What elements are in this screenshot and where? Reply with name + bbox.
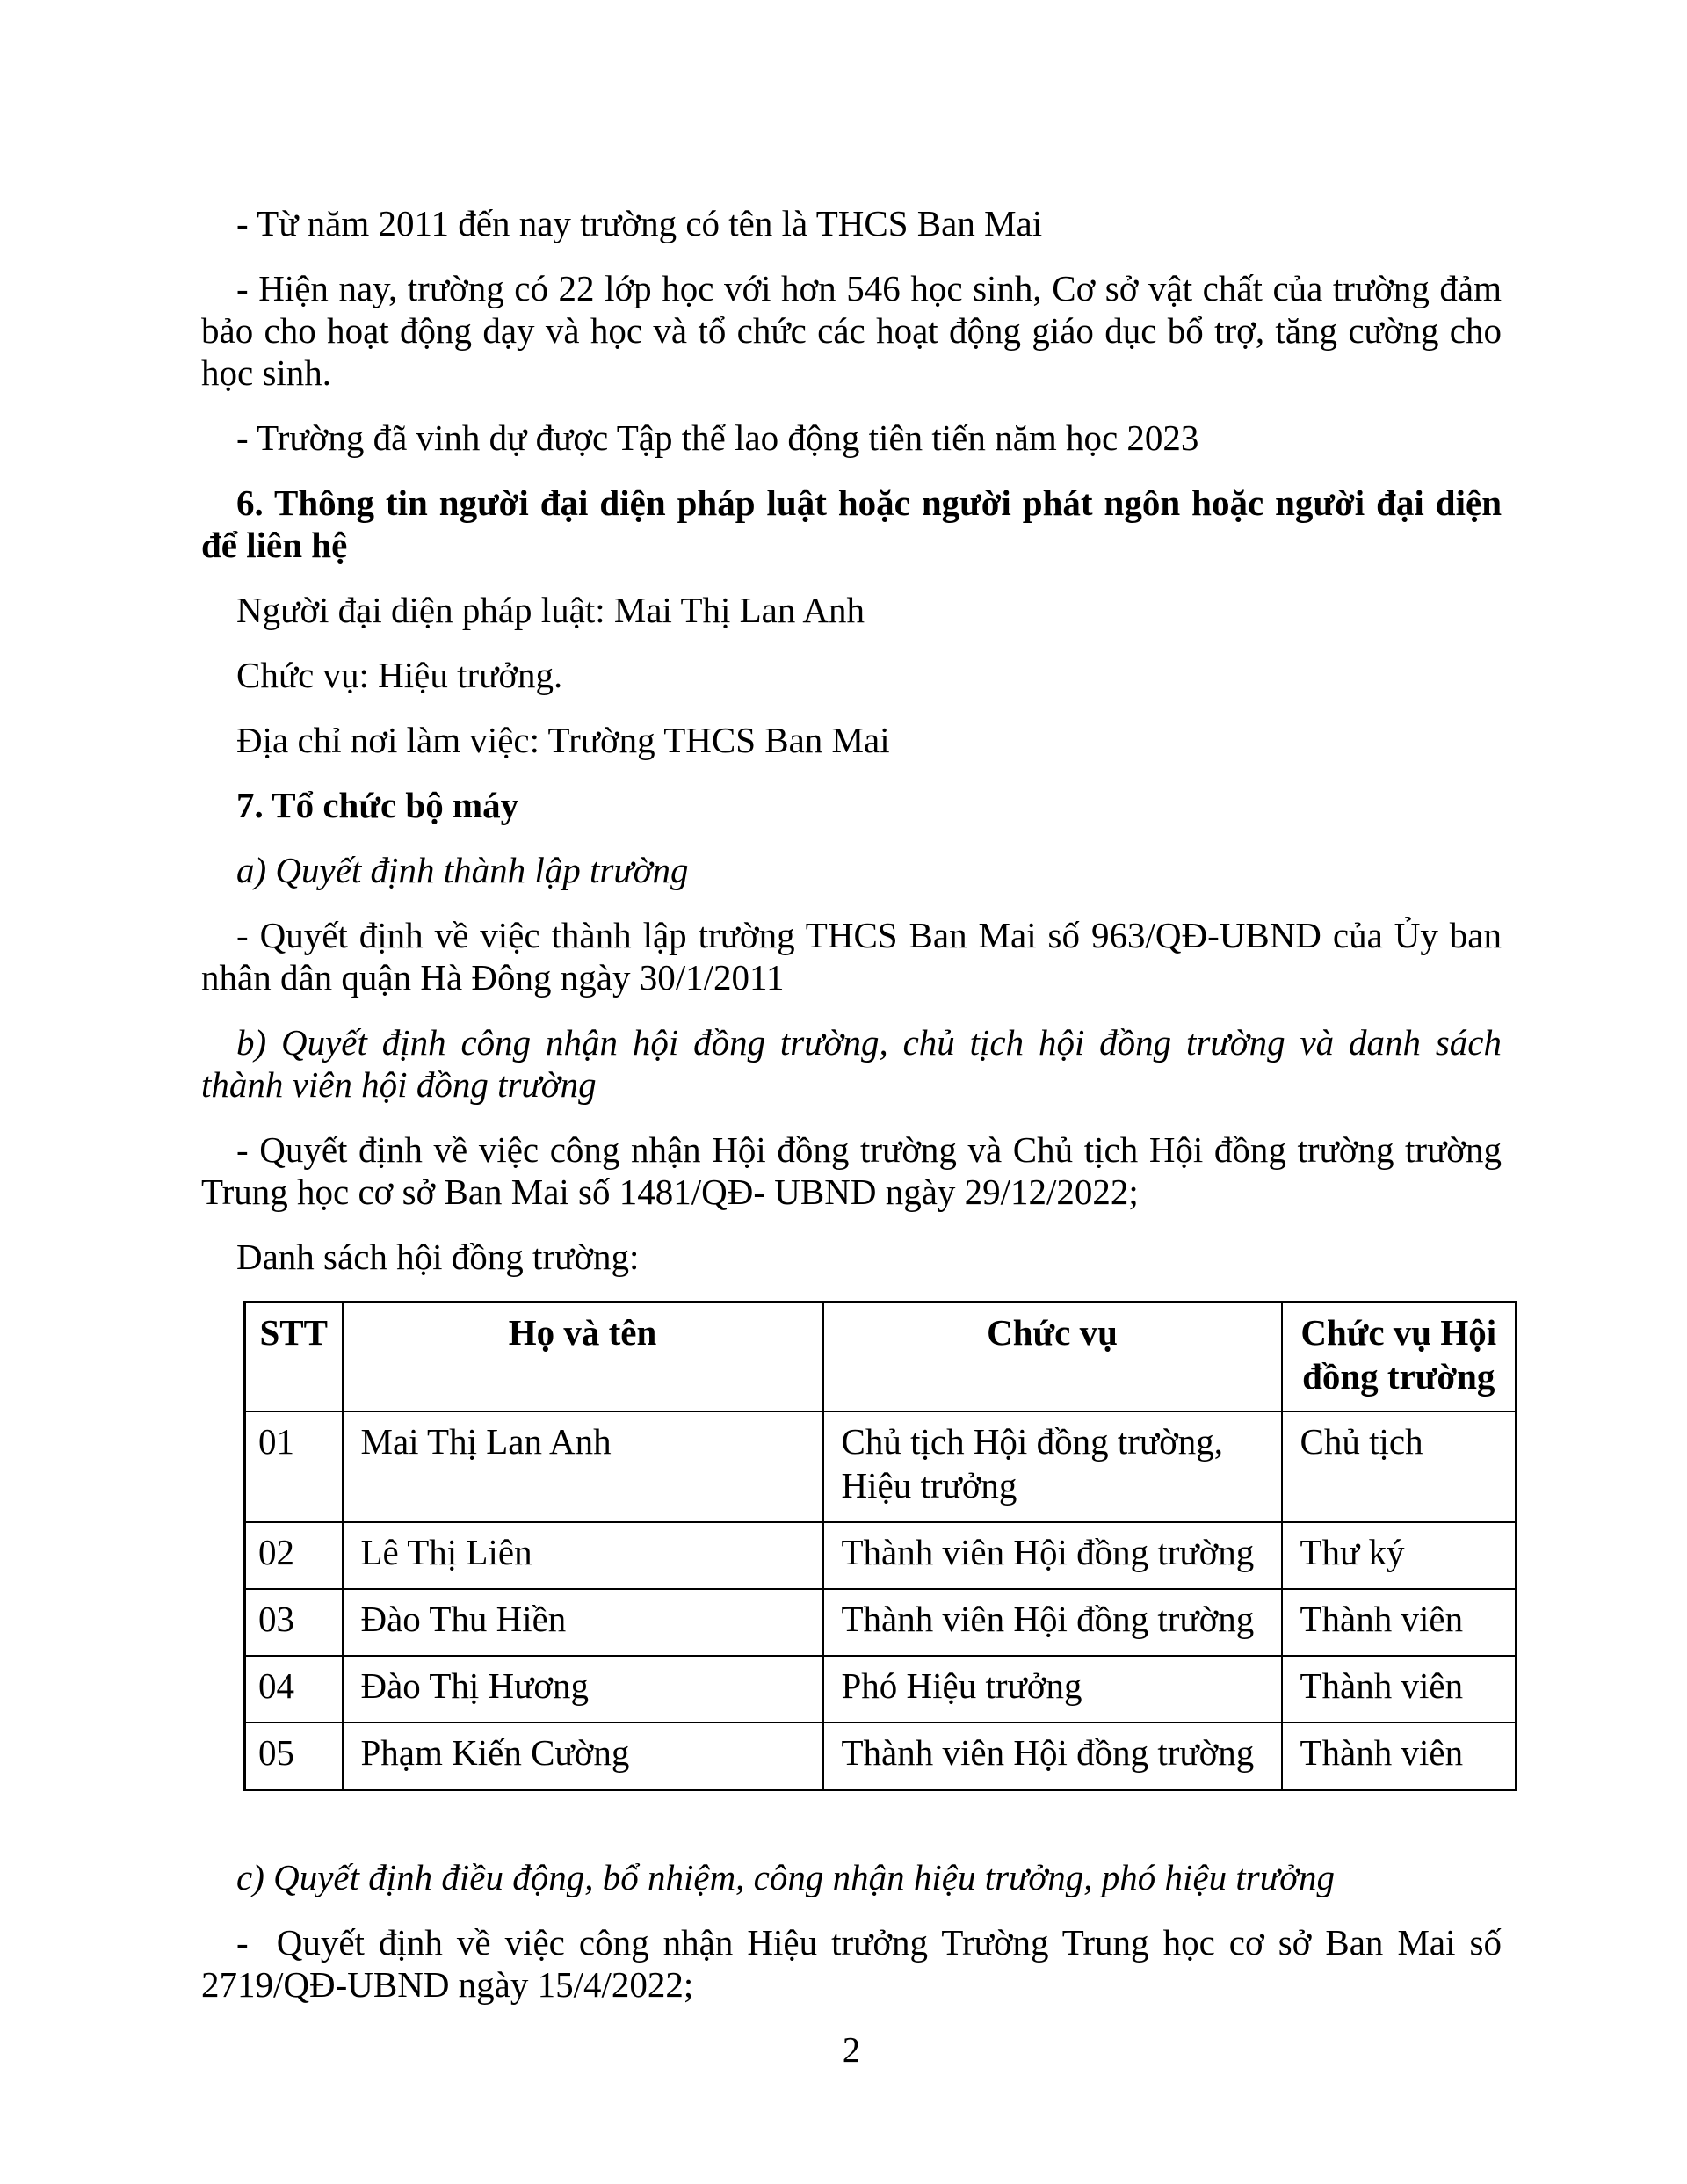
cell-council-role: Chủ tịch xyxy=(1282,1411,1517,1522)
table-row xyxy=(245,1723,1517,1790)
cell-name: Đào Thị Hương xyxy=(343,1656,823,1723)
cell-role: Thành viên Hội đồng trường xyxy=(823,1723,1282,1790)
table-header-row xyxy=(245,1302,1517,1412)
header-full-name: Họ và tên xyxy=(343,1302,823,1412)
para-work-address: Địa chỉ nơi làm việc: Trường THCS Ban Mai xyxy=(236,720,890,760)
heading-section-7: 7. Tổ chức bộ máy xyxy=(236,785,519,825)
cell-council-role: Thư ký xyxy=(1282,1522,1517,1589)
cell-stt: 03 xyxy=(245,1589,343,1656)
table-row xyxy=(245,1589,1517,1656)
council-table xyxy=(243,1301,1517,1791)
para-council-decision: - Quyết định về việc công nhận Hội đồng trường và Chủ tịch Hội đồng trường trường Trung học cơ sở Ban Mai số 1481/QĐ- UBND ngày 29/12/2022; xyxy=(201,1129,1502,1212)
header-role: Chức vụ xyxy=(823,1302,1282,1412)
cell-council-role: Thành viên xyxy=(1282,1656,1517,1723)
para-school-facilities: - Hiện nay, trường có 22 lớp học với hơn 546 học sinh, Cơ sở vật chất của trường đảm bảo cho hoạt động dạy và học và tổ chức các hoạt động giáo dục bổ trợ, tăng cường cho học sinh. xyxy=(201,268,1502,393)
cell-stt: 01 xyxy=(245,1411,343,1522)
para-principal-decision: - Quyết định về việc công nhận Hiệu trưởng Trường Trung học cơ sở Ban Mai số 2719/QĐ-UBND ngày 15/4/2022; xyxy=(201,1922,1511,2005)
cell-name: Lê Thị Liên xyxy=(343,1522,823,1589)
cell-name: Đào Thu Hiền xyxy=(343,1589,823,1656)
cell-council-role: Thành viên xyxy=(1282,1589,1517,1656)
page-number: 2 xyxy=(842,2029,861,2070)
cell-role: Phó Hiệu trưởng xyxy=(823,1656,1282,1723)
para-establishment-decision: - Quyết định về việc thành lập trường THCS Ban Mai số 963/QĐ-UBND của Ủy ban nhân dân quận Hà Đông ngày 30/1/2011 xyxy=(201,915,1502,998)
para-school-award: - Trường đã vinh dự được Tập thể lao động tiên tiến năm học 2023 xyxy=(236,417,1199,458)
table-row xyxy=(245,1656,1517,1723)
cell-stt: 02 xyxy=(245,1522,343,1589)
header-council-role: Chức vụ Hội đồng trường xyxy=(1282,1302,1517,1412)
cell-stt: 05 xyxy=(245,1723,343,1790)
heading-item-c: c) Quyết định điều động, bổ nhiệm, công nhận hiệu trưởng, phó hiệu trưởng xyxy=(236,1857,1335,1897)
para-council-list-label: Danh sách hội đồng trường: xyxy=(236,1237,640,1277)
para-position: Chức vụ: Hiệu trưởng. xyxy=(236,655,563,695)
para-school-name-2011: - Từ năm 2011 đến nay trường có tên là THCS Ban Mai xyxy=(236,203,1043,243)
heading-item-a: a) Quyết định thành lập trường xyxy=(236,850,689,890)
cell-council-role: Thành viên xyxy=(1282,1723,1517,1790)
heading-item-b: b) Quyết định công nhận hội đồng trường, chủ tịch hội đồng trường và danh sách thành viên hội đồng trường xyxy=(201,1022,1502,1105)
para-legal-representative: Người đại diện pháp luật: Mai Thị Lan Anh xyxy=(236,590,865,630)
heading-section-6: 6. Thông tin người đại diện pháp luật hoặc người phát ngôn hoặc người đại diện để liên hệ xyxy=(201,483,1502,565)
cell-role: Thành viên Hội đồng trường xyxy=(823,1589,1282,1656)
table-row xyxy=(245,1522,1517,1589)
page-content xyxy=(201,202,1511,2071)
cell-role: Chủ tịch Hội đồng trường, Hiệu trưởng xyxy=(823,1411,1282,1522)
cell-stt: 04 xyxy=(245,1656,343,1723)
cell-role: Thành viên Hội đồng trường xyxy=(823,1522,1282,1589)
cell-name: Mai Thị Lan Anh xyxy=(343,1411,823,1522)
table-row xyxy=(245,1411,1517,1522)
cell-name: Phạm Kiến Cường xyxy=(343,1723,823,1790)
header-stt: STT xyxy=(245,1302,343,1412)
